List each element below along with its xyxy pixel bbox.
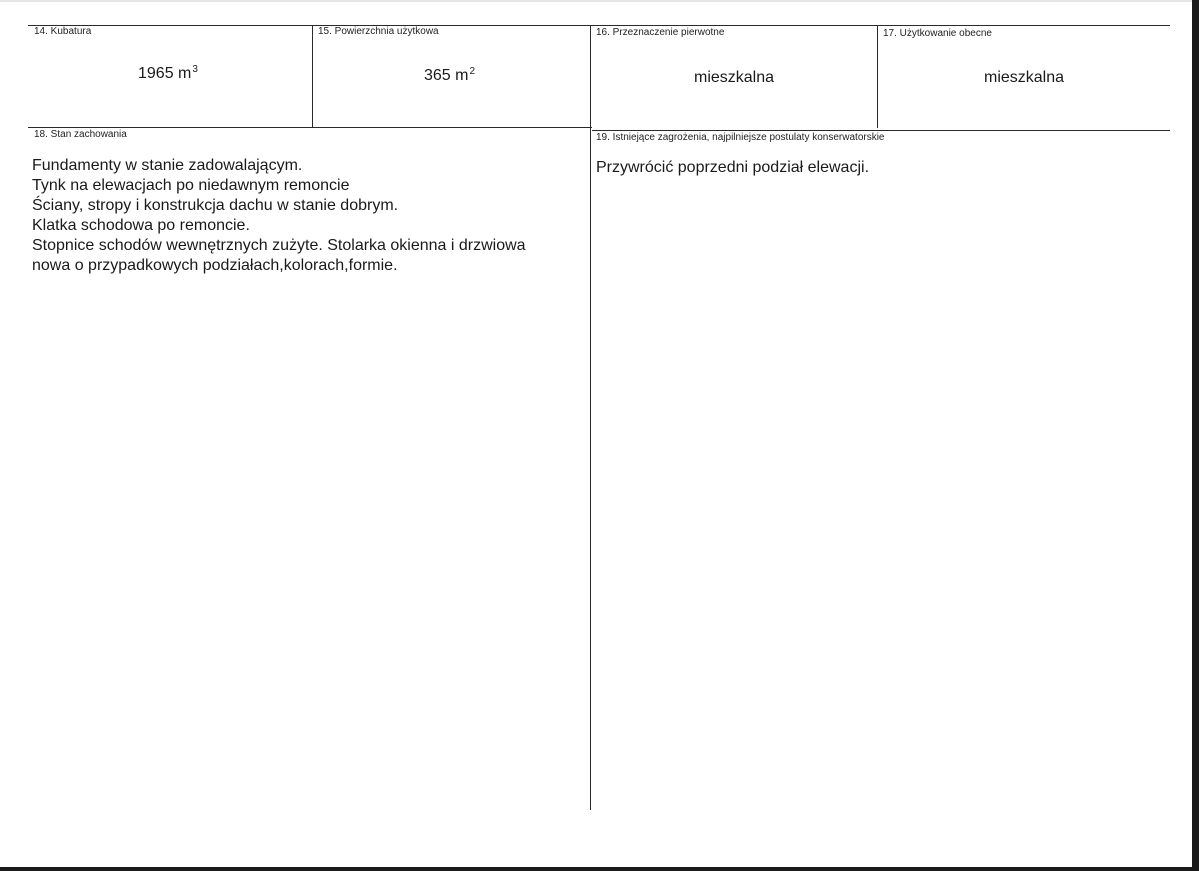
kubatura-unit-exponent: 3 xyxy=(192,63,198,75)
powierzchnia-number: 365 m xyxy=(424,67,469,84)
row-divider-right xyxy=(592,130,1170,131)
stan-zachowania-line: nowa o przypadkowych podziałach,kolorach,formie. xyxy=(32,257,398,274)
przeznaczenie-label: 16. Przeznaczenie pierwotne xyxy=(596,27,725,38)
stan-zachowania-line: Tynk na elewacjach po niedawnym remoncie xyxy=(32,177,350,194)
kubatura-number: 1965 m xyxy=(138,65,192,82)
stan-zachowania-line: Ściany, stropy i konstrukcja dachu w stanie dobrym. xyxy=(32,197,399,214)
stan-zachowania-line: Klatka schodowa po remoncie. xyxy=(32,217,250,234)
stan-zachowania-line: Fundamenty w stanie zadowalającym. xyxy=(32,157,303,174)
zagrozenia-text xyxy=(596,158,869,178)
zagrozenia-label: 19. Istniejące zagrożenia, najpilniejsze postulaty konserwatorskie xyxy=(596,132,885,143)
stan-zachowania-line: Stopnice schodów wewnętrznych zużyte. Stolarka okienna i drzwiowa xyxy=(32,237,526,254)
scan-edge-bottom xyxy=(0,867,1199,871)
top-border xyxy=(28,25,1170,26)
stan-zachowania-text xyxy=(32,156,526,276)
column-divider-2 xyxy=(590,25,591,810)
uzytkowanie-value: mieszkalna xyxy=(983,69,1065,86)
scan-edge-top xyxy=(0,0,1192,2)
scan-edge-right xyxy=(1192,0,1199,871)
powierzchnia-value xyxy=(424,66,475,86)
powierzchnia-label: 15. Powierzchnia użytkowa xyxy=(318,26,439,37)
przeznaczenie-value: mieszkalna xyxy=(693,69,775,86)
kubatura-value xyxy=(138,64,198,84)
column-divider-1 xyxy=(312,25,313,128)
powierzchnia-unit-exponent: 2 xyxy=(469,65,476,77)
zagrozenia-line: Przywrócić poprzedni podział elewacji. xyxy=(596,159,870,176)
row-divider-left xyxy=(28,127,592,128)
stan-zachowania-label: 18. Stan zachowania xyxy=(34,129,127,140)
uzytkowanie-label: 17. Użytkowanie obecne xyxy=(883,28,992,39)
kubatura-label: 14. Kubatura xyxy=(34,26,92,37)
